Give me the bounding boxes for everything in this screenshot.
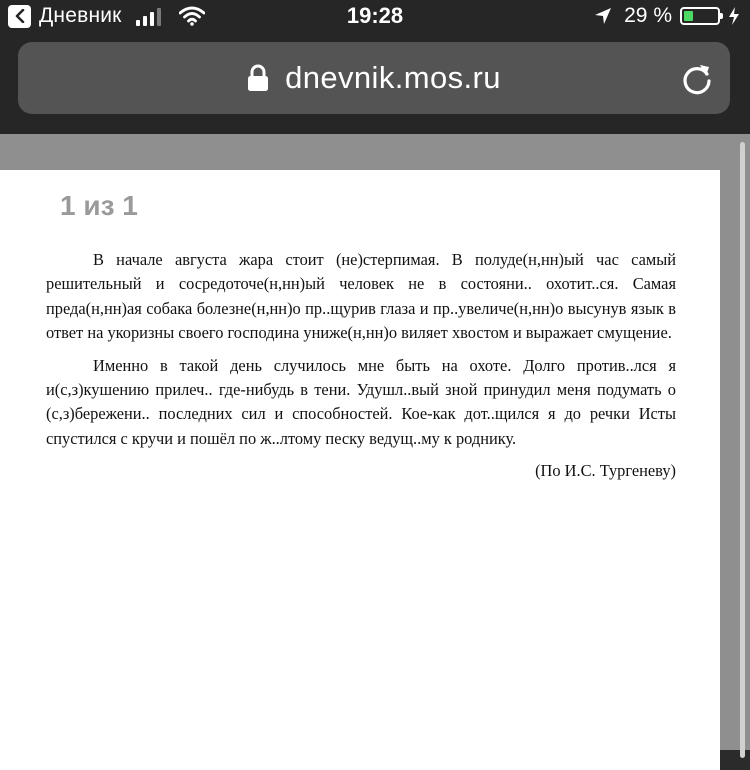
address-bar-content xyxy=(18,42,730,114)
document-viewer[interactable] xyxy=(0,134,750,750)
back-arrow-icon xyxy=(14,9,26,23)
battery-percent: 29 % xyxy=(624,4,672,27)
browser-chrome xyxy=(0,32,750,134)
reload-icon[interactable] xyxy=(680,62,714,96)
battery-cap xyxy=(720,13,723,19)
page-counter: 1 из 1 xyxy=(60,190,138,221)
document-text xyxy=(46,248,676,492)
battery-icon xyxy=(680,7,720,25)
scrollbar[interactable] xyxy=(740,142,745,758)
charging-bolt-icon xyxy=(728,7,740,25)
paragraph-1: В начале августа жара стоит (не)стерпимая. В полуде(н,нн)ый час самый решительный и сосредоточе(н,нн)ый человек не в состояни.. охотит..ся. Самая преда(н,нн)ая собака болезне(н,нн)о пр..щурив глаза и пр..увеличе(н,нн)о высунув язык в ответ на укоризны своего господина униже(н,нн)о виляет хвостом и выражает смущение. xyxy=(46,250,676,343)
attribution: (По И.С. Тургеневу) xyxy=(535,461,676,481)
back-to-app-button[interactable] xyxy=(8,5,31,28)
cellular-signal-icon xyxy=(136,6,161,26)
status-right xyxy=(594,0,740,32)
location-arrow-icon xyxy=(594,7,612,25)
status-left xyxy=(8,0,205,32)
wifi-icon xyxy=(179,6,205,26)
paragraph-2: Именно в такой день случилось мне быть на охоте. Долго против..лся я и(с,з)кушению прилеч.. где-нибудь в тени. Удушл..вый зной принудил меня подумать о (с,з)бережени.. последних сил и способностей. Кое-как дот..щился я до речки Исты спустился с кручи и пошёл по ж..лтому песку ведущ..му к роднику. xyxy=(46,355,676,448)
address-bar[interactable] xyxy=(18,42,730,114)
clock: 19:28 xyxy=(346,3,404,28)
lock-icon xyxy=(247,64,269,92)
document-page xyxy=(0,170,720,770)
url-text[interactable]: dnevnik.mos.ru xyxy=(285,60,501,95)
back-to-app-label[interactable]: Дневник xyxy=(39,4,122,27)
status-bar xyxy=(0,0,750,32)
battery-level-fill xyxy=(684,11,693,21)
